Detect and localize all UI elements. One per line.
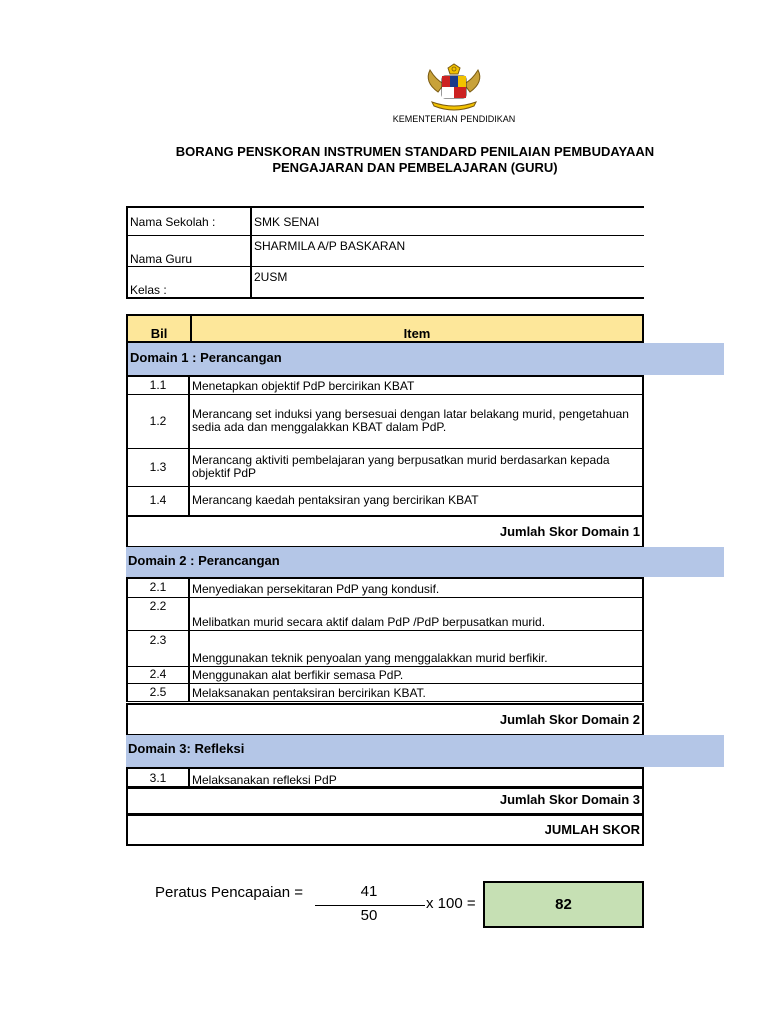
table-row bbox=[127, 448, 643, 486]
class-row bbox=[127, 267, 644, 299]
table-row bbox=[127, 666, 643, 683]
item-text: Melaksanakan refleksi PdP bbox=[189, 768, 643, 788]
item-text: Merancang set induksi yang bersesuai dengan latar belakang murid, pengetahuan sedia ada dan menggalakkan KBAT dalam PdP. bbox=[189, 394, 643, 448]
item-number: 2.3 bbox=[127, 630, 189, 666]
form-title-line1: BORANG PENSKORAN INSTRUMEN STANDARD PENILAIAN PEMBUDAYAAN bbox=[175, 144, 655, 159]
school-label: Nama Sekolah : bbox=[127, 207, 251, 236]
domain-2-title: Domain 2 : Perancangan bbox=[126, 547, 724, 577]
multiplier-text: x 100 = bbox=[426, 895, 476, 912]
percentage-label: Peratus Pencapaian = bbox=[155, 884, 304, 901]
table-row bbox=[127, 376, 643, 394]
percentage-result: 82 bbox=[483, 881, 644, 928]
item-text: Menyediakan persekitaran PdP yang kondusif. bbox=[189, 578, 643, 597]
teacher-row bbox=[127, 236, 644, 267]
table-row bbox=[127, 630, 643, 666]
bil-header: Bil bbox=[128, 316, 192, 341]
score-numerator: 41 bbox=[360, 883, 378, 900]
item-text: Melibatkan murid secara aktif dalam PdP /PdP berpusatkan murid. bbox=[189, 597, 643, 630]
item-number: 1.3 bbox=[127, 448, 189, 486]
domain-1-items bbox=[126, 375, 644, 516]
school-row bbox=[127, 207, 644, 236]
table-row bbox=[127, 578, 643, 597]
class-label: Kelas : bbox=[127, 267, 251, 299]
fraction-line bbox=[315, 905, 425, 906]
item-text: Merancang kaedah pentaksiran yang bercirikan KBAT bbox=[189, 486, 643, 515]
item-number: 1.4 bbox=[127, 486, 189, 515]
table-row bbox=[127, 486, 643, 515]
item-text: Merancang aktiviti pembelajaran yang berpusatkan murid berdasarkan kepada objektif PdP bbox=[189, 448, 643, 486]
ministry-crest-logo bbox=[418, 62, 490, 114]
item-text: Melaksanakan pentaksiran bercirikan KBAT. bbox=[189, 683, 643, 701]
ministry-name: KEMENTERIAN PENDIDIKAN bbox=[392, 114, 516, 124]
grand-total-label: JUMLAH SKOR bbox=[126, 814, 644, 846]
domain-3-title: Domain 3: Refleksi bbox=[126, 735, 724, 767]
item-text: Menggunakan teknik penyoalan yang menggalakkan murid berfikir. bbox=[189, 630, 643, 666]
item-text: Menggunakan alat berfikir semasa PdP. bbox=[189, 666, 643, 683]
teacher-label: Nama Guru bbox=[127, 236, 251, 267]
form-title-line2: PENGAJARAN DAN PEMBELAJARAN (GURU) bbox=[272, 160, 558, 175]
domain-2-total-label: Jumlah Skor Domain 2 bbox=[126, 703, 644, 736]
table-row bbox=[127, 768, 643, 788]
domain-1-title: Domain 1 : Perancangan bbox=[126, 343, 724, 375]
domain-3-total-label: Jumlah Skor Domain 3 bbox=[126, 786, 644, 815]
item-header: Item bbox=[403, 326, 431, 341]
score-denominator: 50 bbox=[360, 907, 378, 924]
item-text: Menetapkan objektif PdP bercirikan KBAT bbox=[189, 376, 643, 394]
table-header bbox=[126, 314, 644, 343]
item-number: 3.1 bbox=[127, 768, 189, 788]
item-number: 2.5 bbox=[127, 683, 189, 701]
school-value: SMK SENAI bbox=[251, 207, 644, 236]
domain-2-items bbox=[126, 577, 644, 702]
table-row bbox=[127, 683, 643, 701]
item-number: 2.1 bbox=[127, 578, 189, 597]
table-row bbox=[127, 394, 643, 448]
item-number: 1.2 bbox=[127, 394, 189, 448]
info-table bbox=[126, 206, 644, 299]
class-value: 2USM bbox=[254, 270, 288, 284]
item-number: 1.1 bbox=[127, 376, 189, 394]
teacher-value: SHARMILA A/P BASKARAN bbox=[251, 236, 644, 267]
form-title bbox=[120, 144, 710, 176]
table-row bbox=[127, 597, 643, 630]
domain-1-total-label: Jumlah Skor Domain 1 bbox=[126, 515, 644, 548]
item-number: 2.2 bbox=[127, 597, 189, 630]
item-number: 2.4 bbox=[127, 666, 189, 683]
